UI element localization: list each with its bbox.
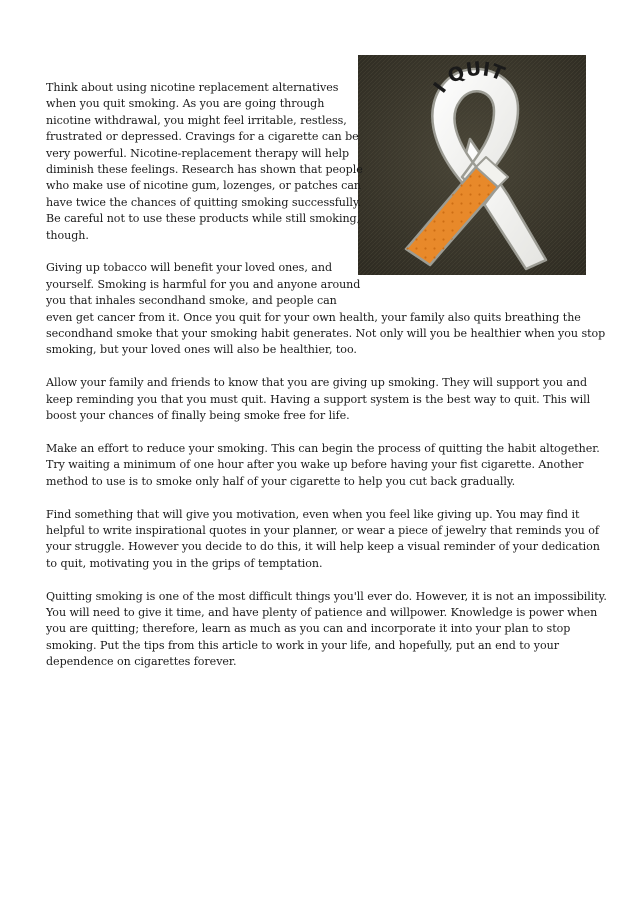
paragraph-line: diminish these feelings. Research has shown that people (46, 163, 363, 177)
paragraph-line: smoking, but your loved ones will also be healthier, too. (46, 343, 357, 357)
paragraph-line: You will need to give it time, and have plenty of patience and willpower. Knowledge is power when (46, 605, 598, 619)
paragraph-line: you are quitting; therefore, learn as much as you can and incorporate it into your plan to stop (46, 622, 571, 636)
paragraph-line: Be careful not to use these products while still smoking, (46, 212, 361, 226)
paragraph (46, 80, 594, 244)
paragraph-line: your struggle. However you decide to do this, it will help keep a visual reminder of your dedication (46, 540, 600, 554)
paragraph (46, 375, 594, 424)
paragraph (46, 441, 600, 490)
paragraph-line: method to use is to smoke only half of your cigarette to help you cut back gradually. (46, 474, 516, 488)
paragraph-line: helpful to write inspirational quotes in your planner, or wear a piece of jewelry that reminds you of (46, 523, 599, 537)
paragraph-line: nicotine withdrawal, you might feel irritable, restless, (46, 113, 347, 127)
paragraph-line: when you quit smoking. As you are going through (46, 97, 325, 111)
paragraph-line: though. (46, 228, 89, 242)
paragraph (46, 589, 607, 671)
paragraph-line: who make use of nicotine gum, lozenges, or patches can (46, 179, 361, 193)
paragraph-line: very powerful. Nicotine-replacement therapy will help (46, 146, 350, 160)
paragraph-line: dependence on cigarettes forever. (46, 655, 237, 669)
paragraph-line: Think about using nicotine replacement alternatives (46, 81, 339, 94)
paragraph-line: Giving up tobacco will benefit your loved ones, and (46, 261, 332, 275)
paragraph-line: to quit, motivating you in the grips of temptation. (46, 556, 323, 570)
paragraph-line: even get cancer from it. Once you quit for your own health, your family also quits breathing the (46, 310, 581, 324)
paragraph-line: smoking. Put the tips from this article to work in your life, and hopefully, put an end to your (46, 638, 559, 652)
paragraph-line: frustrated or depressed. Cravings for a cigarette can be (46, 130, 359, 144)
pin-lettering: I QUIT (429, 57, 508, 98)
paragraph-line: you that inhales secondhand smoke, and people can (46, 294, 337, 308)
paragraph-line: secondhand smoke that your smoking habit generates. Not only will you be healthier when you stop (46, 327, 606, 341)
paragraph (46, 260, 606, 358)
paragraph-line: Quitting smoking is one of the most difficult things you'll ever do. However, it is not an impossibility. (46, 589, 607, 603)
paragraph-line: Allow your family and friends to know that you are giving up smoking. They will support you and (46, 376, 588, 390)
paragraph-line: Make an effort to reduce your smoking. This can begin the process of quitting the habit altogether. (46, 441, 600, 455)
paragraph-line: keep reminding you that you must quit. Having a support system is the best way to quit. This will (46, 392, 591, 406)
paragraph-line: yourself. Smoking is harmful for you and anyone around (46, 277, 361, 291)
paragraph-line: Try waiting a minimum of one hour after you wake up before having your fist cigarette. Another (46, 458, 584, 472)
paragraph-line: have twice the chances of quitting smoking successfully. (46, 195, 362, 209)
article-body (46, 80, 607, 687)
paragraph-line: Find something that will give you motivation, even when you feel like giving up. You may find it (46, 507, 580, 521)
paragraph-line: boost your chances of finally being smoke free for life. (46, 409, 350, 423)
paragraph (46, 507, 600, 573)
